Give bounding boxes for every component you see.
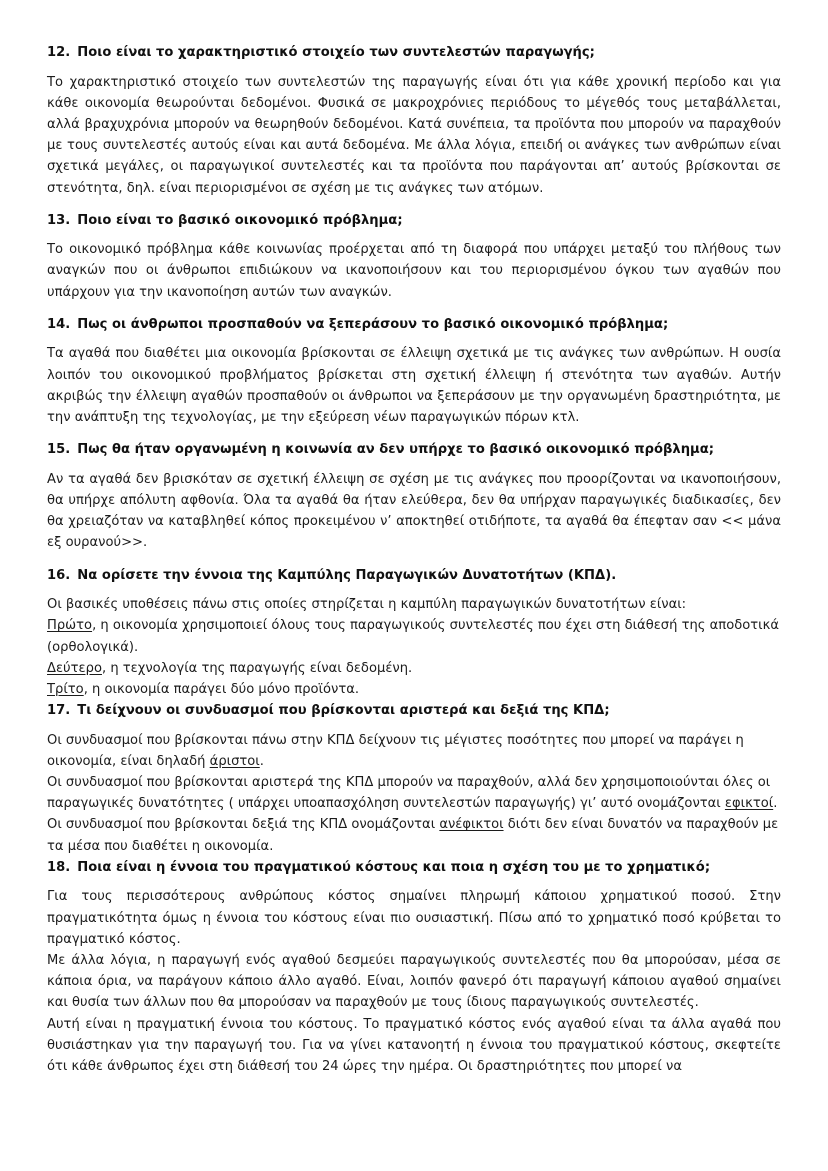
assumption-item-16-1 <box>47 615 781 657</box>
question-heading-14 <box>47 316 781 334</box>
question-heading-16 <box>47 567 781 585</box>
statement-after-1: . <box>259 753 264 769</box>
question-heading-text-17: Τι δείχνουν οι συνδυασμοί που βρίσκονται αριστερά και δεξιά της ΚΠΔ; <box>77 703 610 719</box>
assumptions-list-16 <box>47 594 781 700</box>
question-paragraph-13-1: Το οικονομικό πρόβλημα κάθε κοινωνίας προέρχεται από τη διαφορά που υπάρχει μεταξύ του πλήθους των αναγκών που οι άνθρωποι επιδιώκουν να ικανοποιήσουν και του περιορισμένου όγκου των αγαθών που υπάρχουν για την ικανοποίηση αυτών των αναγκών. <box>47 242 781 300</box>
question-paragraph-14-1: Τα αγαθά που διαθέτει μια οικονομία βρίσκονται σε έλλειψη σχετικά με τις ανάγκες των ανθρώπων. Η ουσία λοιπόν του οικονομικού προβλήματος βρίσκεται στη σχετική έλλειψη ή στενότητα των αγαθών. Αυτήν ακριβώς την έλλειψη αγαθών προσπαθούν οι άνθρωποι να ξεπεράσουν με την οργανωμένη δραστηριότητα, με την ανάπτυξη της τεχνολογίας, με την εξεύρεση νέων παραγωγικών πόρων κτλ. <box>47 346 781 426</box>
question-number-14: 14. <box>47 316 71 332</box>
question-number-18: 18. <box>47 859 71 875</box>
statement-after-3: διότι δεν είναι δυνατόν να παραχθούν με τα μέσα που διαθέτει η οικονομία. <box>47 817 779 854</box>
question-number-15: 15. <box>47 442 71 458</box>
question-heading-15 <box>47 441 781 459</box>
question-heading-text-16: Να ορίσετε την έννοια της Καμπύλης Παραγωγικών Δυνατοτήτων (ΚΠΔ). <box>77 567 617 583</box>
statement-item-17-1 <box>47 730 781 772</box>
question-block-17 <box>47 702 781 857</box>
document-body <box>47 44 781 1077</box>
question-heading-13 <box>47 212 781 230</box>
question-block-16 <box>47 567 781 701</box>
question-number-17: 17. <box>47 703 71 719</box>
question-paragraph-18-1: Για τους περισσότερους ανθρώπους κόστος σημαίνει πληρωμή κάποιου χρηματικού ποσού. Στην πραγματικότητα όμως η έννοια του κόστους είναι πιο ουσιαστική. Πίσω από το χρηματικό ποσό κρύβεται το πραγματικό κόστος. <box>47 889 781 947</box>
question-paragraph-18-2: Με άλλα λόγια, η παραγωγή ενός αγαθού δεσμεύει παραγωγικούς συντελεστές που θα μπορούσαν, μέσα σε κάποια όρια, να παράγουν κάποιο άλλο αγαθό. Είναι, λοιπόν φανερό ότι παραγωγή κάποιου αγαθού σημαίνει και θυσία των άλλων που θα μπορούσαν να παραχθούν με τους ίδιους παραγωγικούς συντελεστές. <box>47 953 781 1011</box>
question-paragraph-12-1: Το χαρακτηριστικό στοιχείο των συντελεστών της παραγωγής είναι ότι για κάθε χρονική περίοδο και για κάθε οικονομία θεωρούνται δεδομένοι. Φυσικά σε μακροχρόνιες περιόδους το μέγεθός τους μεταβάλλεται, αλλά βραχυχρόνια μπορούν να θεωρηθούν δεδομένοι. Κατά συνέπεια, τα προϊόντα που μπορούν να παραχθούν με τους συντελεστές αυτούς είναι και αυτά δεδομένα. Με άλλα λόγια, επειδή οι ανάγκες των ανθρώπων είναι σχετικά μεγάλες, οι παραγωγικοί συντελεστές και τα προϊόντα που παράγονται απ’ αυτούς βρίσκονται σε στενότητα, δηλ. είναι περιορισμένοι σε σχέση με τις ανάγκες των ατόμων. <box>47 74 781 196</box>
question-heading-17 <box>47 702 781 720</box>
question-block-14 <box>47 316 781 428</box>
question-number-13: 13. <box>47 212 71 228</box>
statement-term-efiktoi: εφικτοί <box>724 796 774 812</box>
statement-item-17-2 <box>47 772 781 814</box>
question-block-13 <box>47 212 781 303</box>
assumption-text-first: , η οικονομία χρησιμοποιεί όλους τους παραγωγικούς συντελεστές που έχει στη διάθεσή της αποδοτικά (ορθολογικά). <box>47 618 779 655</box>
question-paragraph-15-1: Αν τα αγαθά δεν βρισκόταν σε σχετική έλλειψη σε σχέση με τις ανάγκες που προορίζονται να ικανοποιήσουν, θα υπήρχε απόλυτη αφθονία. Όλα τα αγαθά θα ήταν ελεύθερα, δεν θα υπήρχαν παραγωγικές διαδικασίες, δεν θα χρειαζόταν να καταβληθεί κόπος προκειμένου ν’ αποκτηθεί οτιδήποτε, τα αγαθά θα έπεφταν σαν << μάνα εξ ουρανού>>. <box>47 471 781 551</box>
statement-before-3: Οι συνδυασμοί που βρίσκονται δεξιά της ΚΠΔ ονομάζονται <box>47 817 440 833</box>
question-heading-text-15: Πως θα ήταν οργανωμένη η κοινωνία αν δεν υπήρχε το βασικό οικονομικό πρόβλημα; <box>77 442 714 458</box>
statement-after-2: . <box>773 796 778 812</box>
question-number-16: 16. <box>47 567 71 583</box>
statement-before-1: Οι συνδυασμοί που βρίσκονται πάνω στην ΚΠΔ δείχνουν τις μέγιστες ποσότητες που μπορεί να παράγει η οικονομία, είναι δηλαδή <box>47 732 744 769</box>
assumption-label-third: Τρίτο <box>47 681 84 697</box>
statement-item-17-3 <box>47 814 781 856</box>
statement-before-2: Οι συνδυασμοί που βρίσκονται αριστερά της ΚΠΔ μπορούν να παραχθούν, αλλά δεν χρησιμοποιούνται όλες οι παραγωγικές δυνατότητες ( υπάρχει υποαπασχόληση συντελεστών παραγωγής) γι’ αυτό ονομάζονται <box>47 775 771 812</box>
question-heading-text-12: Ποιο είναι το χαρακτηριστικό στοιχείο των συντελεστών παραγωγής; <box>77 45 595 60</box>
statement-term-anefiktoi: ανέφικτοι <box>439 817 504 833</box>
statement-term-arістoi: άριστοι <box>209 753 260 769</box>
question-heading-text-13: Ποιο είναι το βασικό οικονομικό πρόβλημα; <box>77 212 403 228</box>
question-paragraph-18-3: Αυτή είναι η πραγματική έννοια του κόστους. Το πραγματικό κόστος ενός αγαθού είναι τα άλλα αγαθά που θυσιάστηκαν για την παραγωγή του. Για να γίνει κατανοητή η έννοια του πραγματικού κόστους, σκεφτείτε ότι κάθε άνθρωπος έχει στη διάθεσή του 24 ώρες την ημέρα. Οι δραστηριότητες που μπορεί να <box>47 1016 781 1075</box>
question-heading-text-18: Ποια είναι η έννοια του πραγματικού κόστους και ποια η σχέση του με το χρηματικό; <box>77 859 711 875</box>
question-heading-18 <box>47 859 781 877</box>
question-heading-12 <box>47 44 781 62</box>
assumption-item-16-3 <box>47 679 781 700</box>
assumption-label-second: Δεύτερο <box>47 660 102 676</box>
assumption-text-third: , η οικονομία παράγει δύο μόνο προϊόντα. <box>83 681 360 697</box>
assumption-item-16-2 <box>47 658 781 679</box>
question-heading-text-14: Πως οι άνθρωποι προσπαθούν να ξεπεράσουν το βασικό οικονομικό πρόβλημα; <box>77 316 669 332</box>
question-number-12: 12. <box>47 45 71 60</box>
assumptions-intro-16: Οι βασικές υποθέσεις πάνω στις οποίες στηρίζεται η καμπύλη παραγωγικών δυνατοτήτων είναι: <box>47 597 687 613</box>
question-block-15 <box>47 441 781 553</box>
statements-list-17 <box>47 730 781 857</box>
question-block-12 <box>47 44 781 199</box>
assumption-text-second: , η τεχνολογία της παραγωγής είναι δεδομένη. <box>101 660 413 676</box>
question-block-18 <box>47 859 781 1077</box>
assumption-label-first: Πρώτο <box>47 618 93 634</box>
